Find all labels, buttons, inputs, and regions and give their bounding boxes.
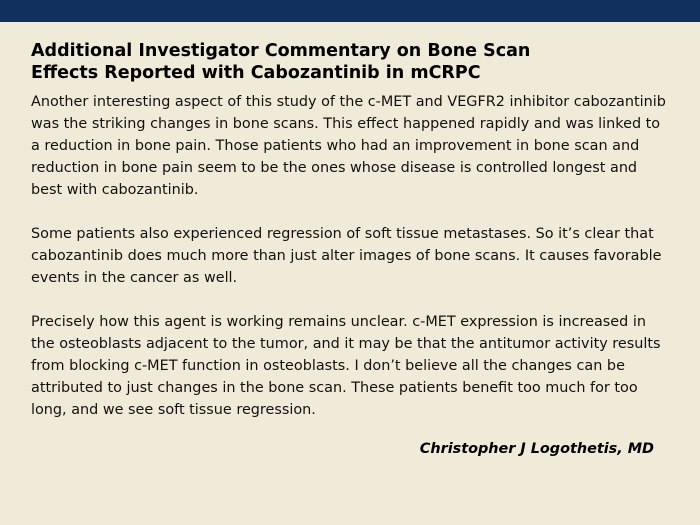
paragraph-3: Precisely how this agent is working remains unclear. c-MET expression is increased in the osteoblasts adjacent to the tumor, and it may be that the antitumor activity results from blocking c-MET function in osteoblasts. I don’t believe all the changes can be attributed to just changes in the bone scan. These patients benefit too much for too long, and we see soft tissue regression. [31,314,661,418]
paragraph-1: Another interesting aspect of this study of the c-MET and VEGFR2 inhibitor cabozantinib was the striking changes in bone scans. This effect happened rapidly and was linked to a reduction in bone pain. Those patients who had an improvement in bone scan and reduction in bone pain seem to be the ones whose disease is controlled longest and best with cabozantinib. [31,94,666,198]
author-attribution: Christopher J Logothetis, MD [419,441,654,457]
slide-content [31,40,667,443]
top-bar [0,0,700,22]
slide-title-line-1: Additional Investigator Commentary on Bone Scan [31,41,531,61]
slide-title-line-2: Effects Reported with Cabozantinib in mCRPC [31,63,481,83]
slide-title [31,40,667,84]
paragraph-2: Some patients also experienced regression of soft tissue metastases. So it’s clear that cabozantinib does much more than just alter images of bone scans. It causes favorable events in the cancer as well. [31,226,662,286]
